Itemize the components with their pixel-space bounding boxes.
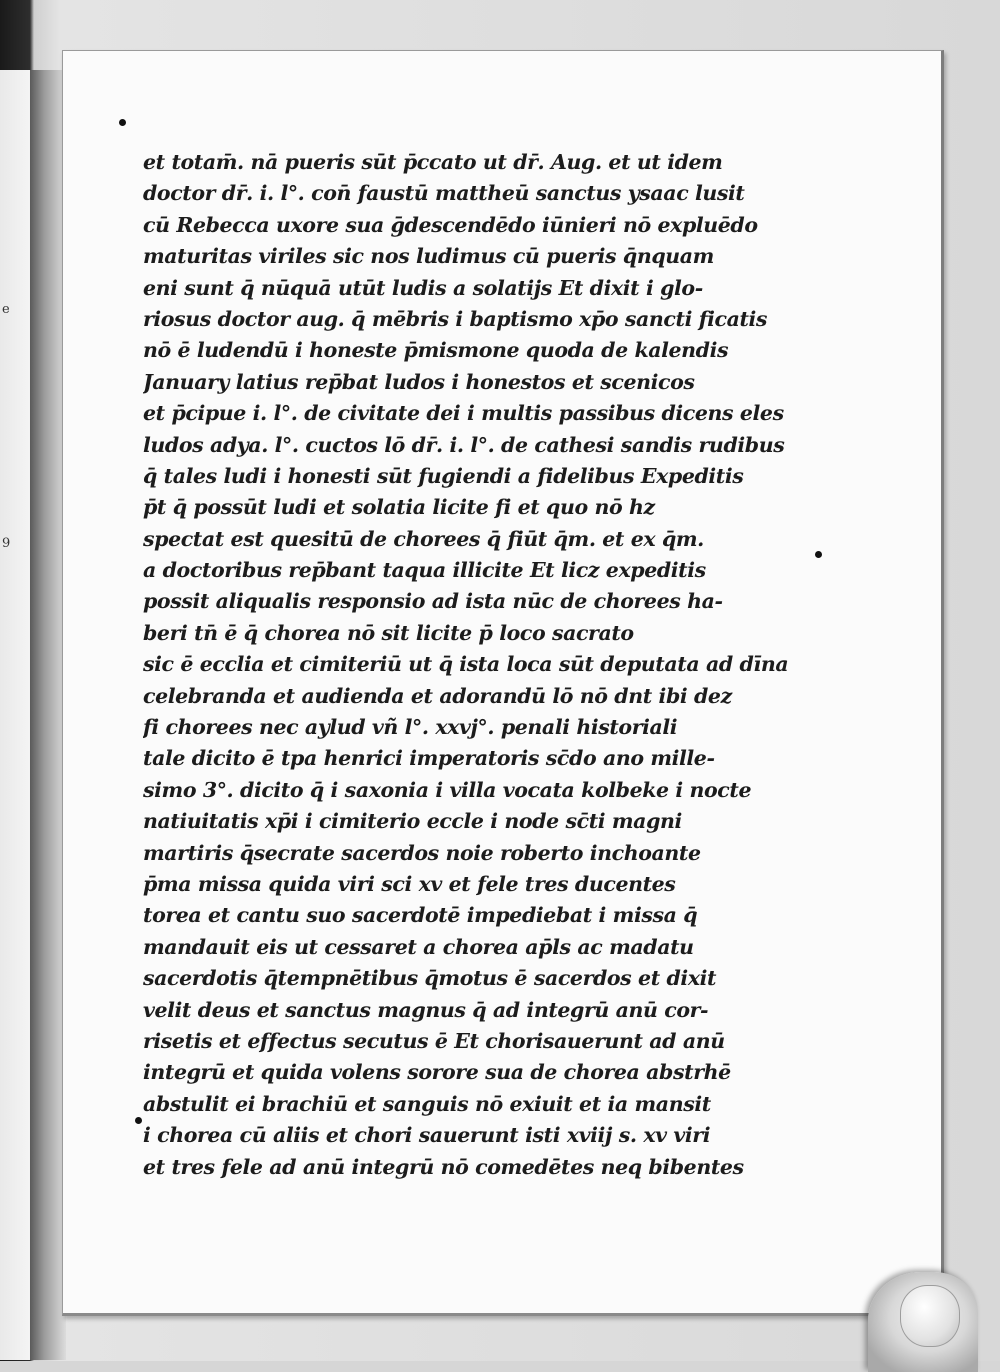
text-line: maturitas viriles sic nos ludimus cū pueris q̄nquam [143, 244, 714, 269]
thumbnail [900, 1285, 960, 1347]
text-line: tale dicito ē tpa henrici imperatoris sc̄do ano mille- [143, 746, 715, 771]
ink-dot-top [119, 119, 126, 126]
text-line: risetis et effectus secutus ē Et chorisauerunt ad anū [143, 1028, 725, 1053]
text-line: possit aliqualis responsio ad ista nūc de chorees ha- [143, 589, 723, 614]
text-line: sic ē ecclia et cimiteriū ut q̄ ista loca sūt deputata ad dīna [143, 652, 789, 677]
text-line: ludos adya. l°. cuctos lō dr̄. i. l°. de cathesi sandis rudibus [143, 432, 785, 457]
text-line: et p̄cipue i. l°. de civitate dei i multis passibus dicens eles [143, 401, 784, 426]
text-line: beri tn̄ ē q̄ chorea nō sit licite p̄ loco sacrato [143, 620, 634, 645]
text-line: mandauit eis ut cessaret a chorea ap̄ls ac madatu [143, 934, 694, 959]
text-line: spectat est quesitū de chorees q̄ fiūt q̄m. et ex q̄m. [143, 526, 704, 551]
book-gutter [30, 70, 66, 1360]
text-line: et tres fele ad anū integrū nō comedētes neq bibentes [143, 1154, 744, 1179]
text-line: sacerdotis q̄tempnētibus q̄motus ē sacerdos et dixit [143, 966, 717, 991]
manuscript-page [62, 50, 944, 1316]
text-line: p̄t q̄ possūt ludi et solatia licite fi et quo nō hz [143, 495, 655, 520]
margin-mark: 9 [2, 536, 11, 551]
text-line: doctor dr̄. i. l°. con̄ faustū mattheū sanctus ysaac lusit [143, 181, 745, 206]
text-line: p̄ma missa quida viri sci xv et fele tres ducentes [143, 871, 676, 896]
text-line: simo 3°. dicito q̄ i saxonia i villa vocata kolbeke i nocte [143, 777, 752, 802]
text-line: January latius rep̄bat ludos i honestos et scenicos [143, 369, 695, 394]
text-line: abstulit ei brachiū et sanguis nō exiuit et ia mansit [143, 1091, 711, 1116]
text-line: natiuitatis xp̄i i cimiterio eccle i node sc̄ti magni [143, 809, 682, 834]
text-line: celebranda et audienda et adorandū lō nō dnt ibi dez [143, 683, 732, 708]
text-line: cū Rebecca uxore sua ḡdescendēdo iūnieri nō expluēdo [143, 212, 758, 237]
text-line: martiris q̄secrate sacerdos noie roberto inchoante [143, 840, 701, 865]
text-line: q̄ tales ludi i honesti sūt fugiendi a fidelibus Expeditis [143, 463, 744, 488]
margin-mark: e [2, 302, 10, 317]
text-line: velit deus et sanctus magnus q̄ ad integrū anū cor- [143, 997, 709, 1022]
ink-dot-bottom [135, 1117, 142, 1124]
manuscript-text-block [143, 147, 843, 1183]
text-line: nō ē ludendū i honeste p̄mismone quoda de kalendis [143, 338, 729, 363]
text-line: a doctoribus rep̄bant taqua illicite Et licz expeditis [143, 558, 706, 583]
text-line: eni sunt q̄ nūquā utūt ludis a solatijs Et dixit i glo- [143, 275, 703, 300]
text-line: et totam̄. nā pueris sūt p̄ccato ut dr̄. Aug. et ut idem [143, 150, 723, 174]
text-line: riosus doctor aug. q̄ mēbris i baptismo xp̄o sancti ficatis [143, 306, 768, 331]
text-line: integrū et quida volens sorore sua de chorea abstrhē [143, 1060, 731, 1085]
text-line: i chorea cū aliis et chori sauerunt isti xviij s. xv viri [143, 1123, 711, 1148]
text-line: torea et cantu suo sacerdotē impediebat i missa q̄ [143, 903, 698, 928]
text-line: fi chorees nec aylud vñ l°. xxvj°. penali historiali [143, 715, 678, 740]
